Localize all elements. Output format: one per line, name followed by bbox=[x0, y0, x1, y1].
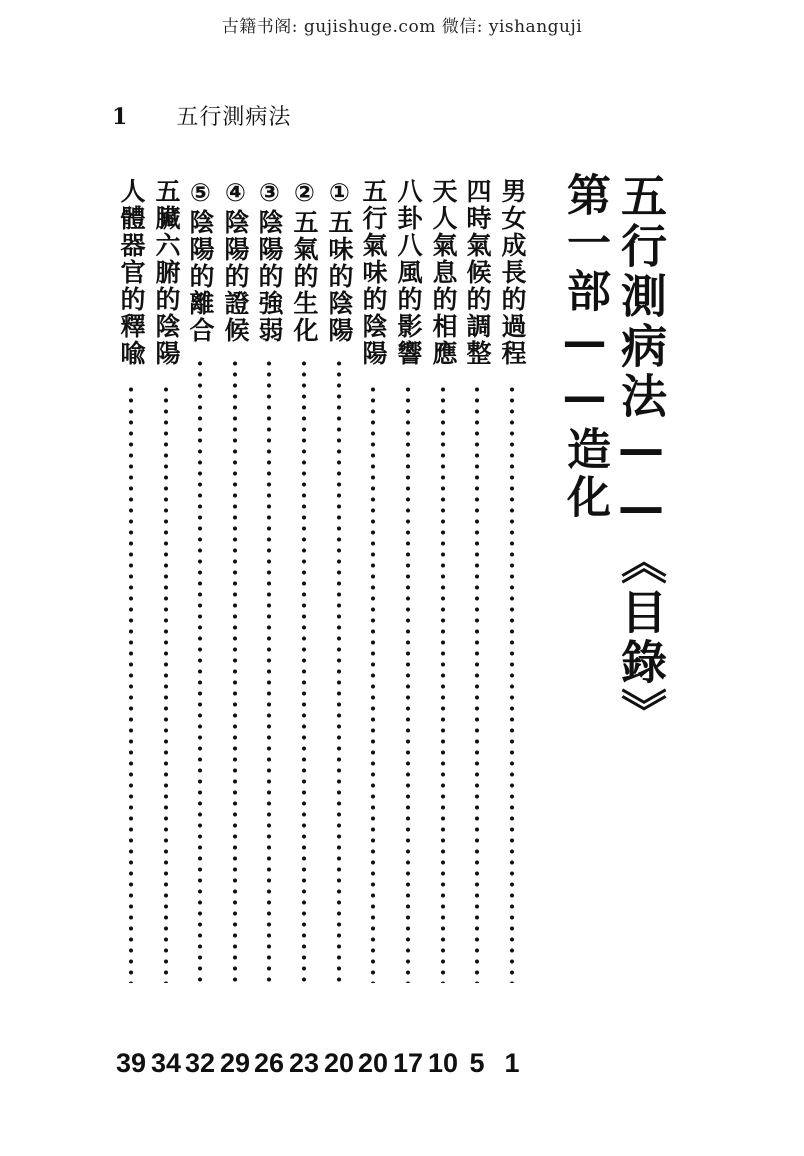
toc-entry-label: ①五味的陰陽 bbox=[325, 178, 354, 344]
toc-entry[interactable] bbox=[393, 178, 423, 1078]
toc-leader-dots bbox=[231, 358, 239, 983]
toc-entry-label: 人體器官的釋喩 bbox=[117, 178, 146, 367]
page-number: 1 bbox=[112, 104, 128, 130]
running-title: 五行測病法 bbox=[176, 105, 292, 130]
toc-entry-label: 五行氣味的陰陽 bbox=[359, 178, 388, 367]
toc-entry-label: 五臟六腑的陰陽 bbox=[152, 178, 181, 367]
toc-entry[interactable] bbox=[185, 178, 215, 1078]
toc-entry[interactable] bbox=[324, 178, 354, 1078]
toc-entry[interactable] bbox=[151, 178, 181, 1078]
toc-entry-page: 17 bbox=[392, 1048, 424, 1078]
part-title: 第一部——造化 bbox=[559, 172, 610, 522]
toc-entry[interactable] bbox=[358, 178, 388, 1078]
toc-entry-label: 男女成長的過程 bbox=[498, 178, 527, 367]
toc-entry-page: 1 bbox=[504, 1048, 520, 1078]
toc-entry-page: 39 bbox=[115, 1048, 147, 1078]
toc-entry-label: ⑤陰陽的離合 bbox=[186, 178, 215, 344]
toc-leader-dots bbox=[439, 384, 447, 983]
toc-entry-label: 天人氣息的相應 bbox=[429, 178, 458, 367]
running-header bbox=[112, 100, 291, 131]
toc-entry[interactable] bbox=[254, 178, 284, 1078]
toc-entry-label: ④陰陽的證候 bbox=[221, 178, 250, 344]
toc-entry-page: 34 bbox=[150, 1048, 182, 1078]
toc-entry-label: ③陰陽的強弱 bbox=[255, 178, 284, 344]
toc-entry-page: 32 bbox=[184, 1048, 216, 1078]
book-title: 五行測病法——《目錄》 bbox=[614, 172, 668, 738]
toc-entry[interactable] bbox=[220, 178, 250, 1078]
toc-entry-page: 23 bbox=[288, 1048, 320, 1078]
toc-leader-dots bbox=[162, 384, 170, 983]
toc-entry-page: 26 bbox=[253, 1048, 285, 1078]
toc-entry[interactable] bbox=[497, 178, 527, 1078]
toc-leader-dots bbox=[196, 358, 204, 983]
toc-leader-dots bbox=[508, 384, 516, 983]
toc-leader-dots bbox=[473, 384, 481, 983]
toc-entry-page: 5 bbox=[469, 1048, 485, 1078]
toc-leader-dots bbox=[404, 384, 412, 983]
toc-entry-label: 四時氣候的調整 bbox=[463, 178, 492, 367]
toc-entry[interactable] bbox=[428, 178, 458, 1078]
toc-entry-page: 10 bbox=[427, 1048, 459, 1078]
toc-entry-page: 20 bbox=[323, 1048, 355, 1078]
toc-entry-page: 29 bbox=[219, 1048, 251, 1078]
toc-entry[interactable] bbox=[462, 178, 492, 1078]
toc-leader-dots bbox=[127, 384, 135, 983]
toc-leader-dots bbox=[265, 358, 273, 983]
toc-entry-label: ②五氣的生化 bbox=[290, 178, 319, 344]
toc-entry[interactable] bbox=[289, 178, 319, 1078]
watermark-text: 古籍书阁: gujishuge.com 微信: yishanguji bbox=[221, 17, 583, 37]
toc-entry-label: 八卦八風的影響 bbox=[394, 178, 423, 367]
toc-entry-page: 20 bbox=[357, 1048, 389, 1078]
toc-leader-dots bbox=[300, 358, 308, 983]
toc-entry[interactable] bbox=[116, 178, 146, 1078]
toc-leader-dots bbox=[369, 384, 377, 983]
toc-leader-dots bbox=[335, 358, 343, 983]
